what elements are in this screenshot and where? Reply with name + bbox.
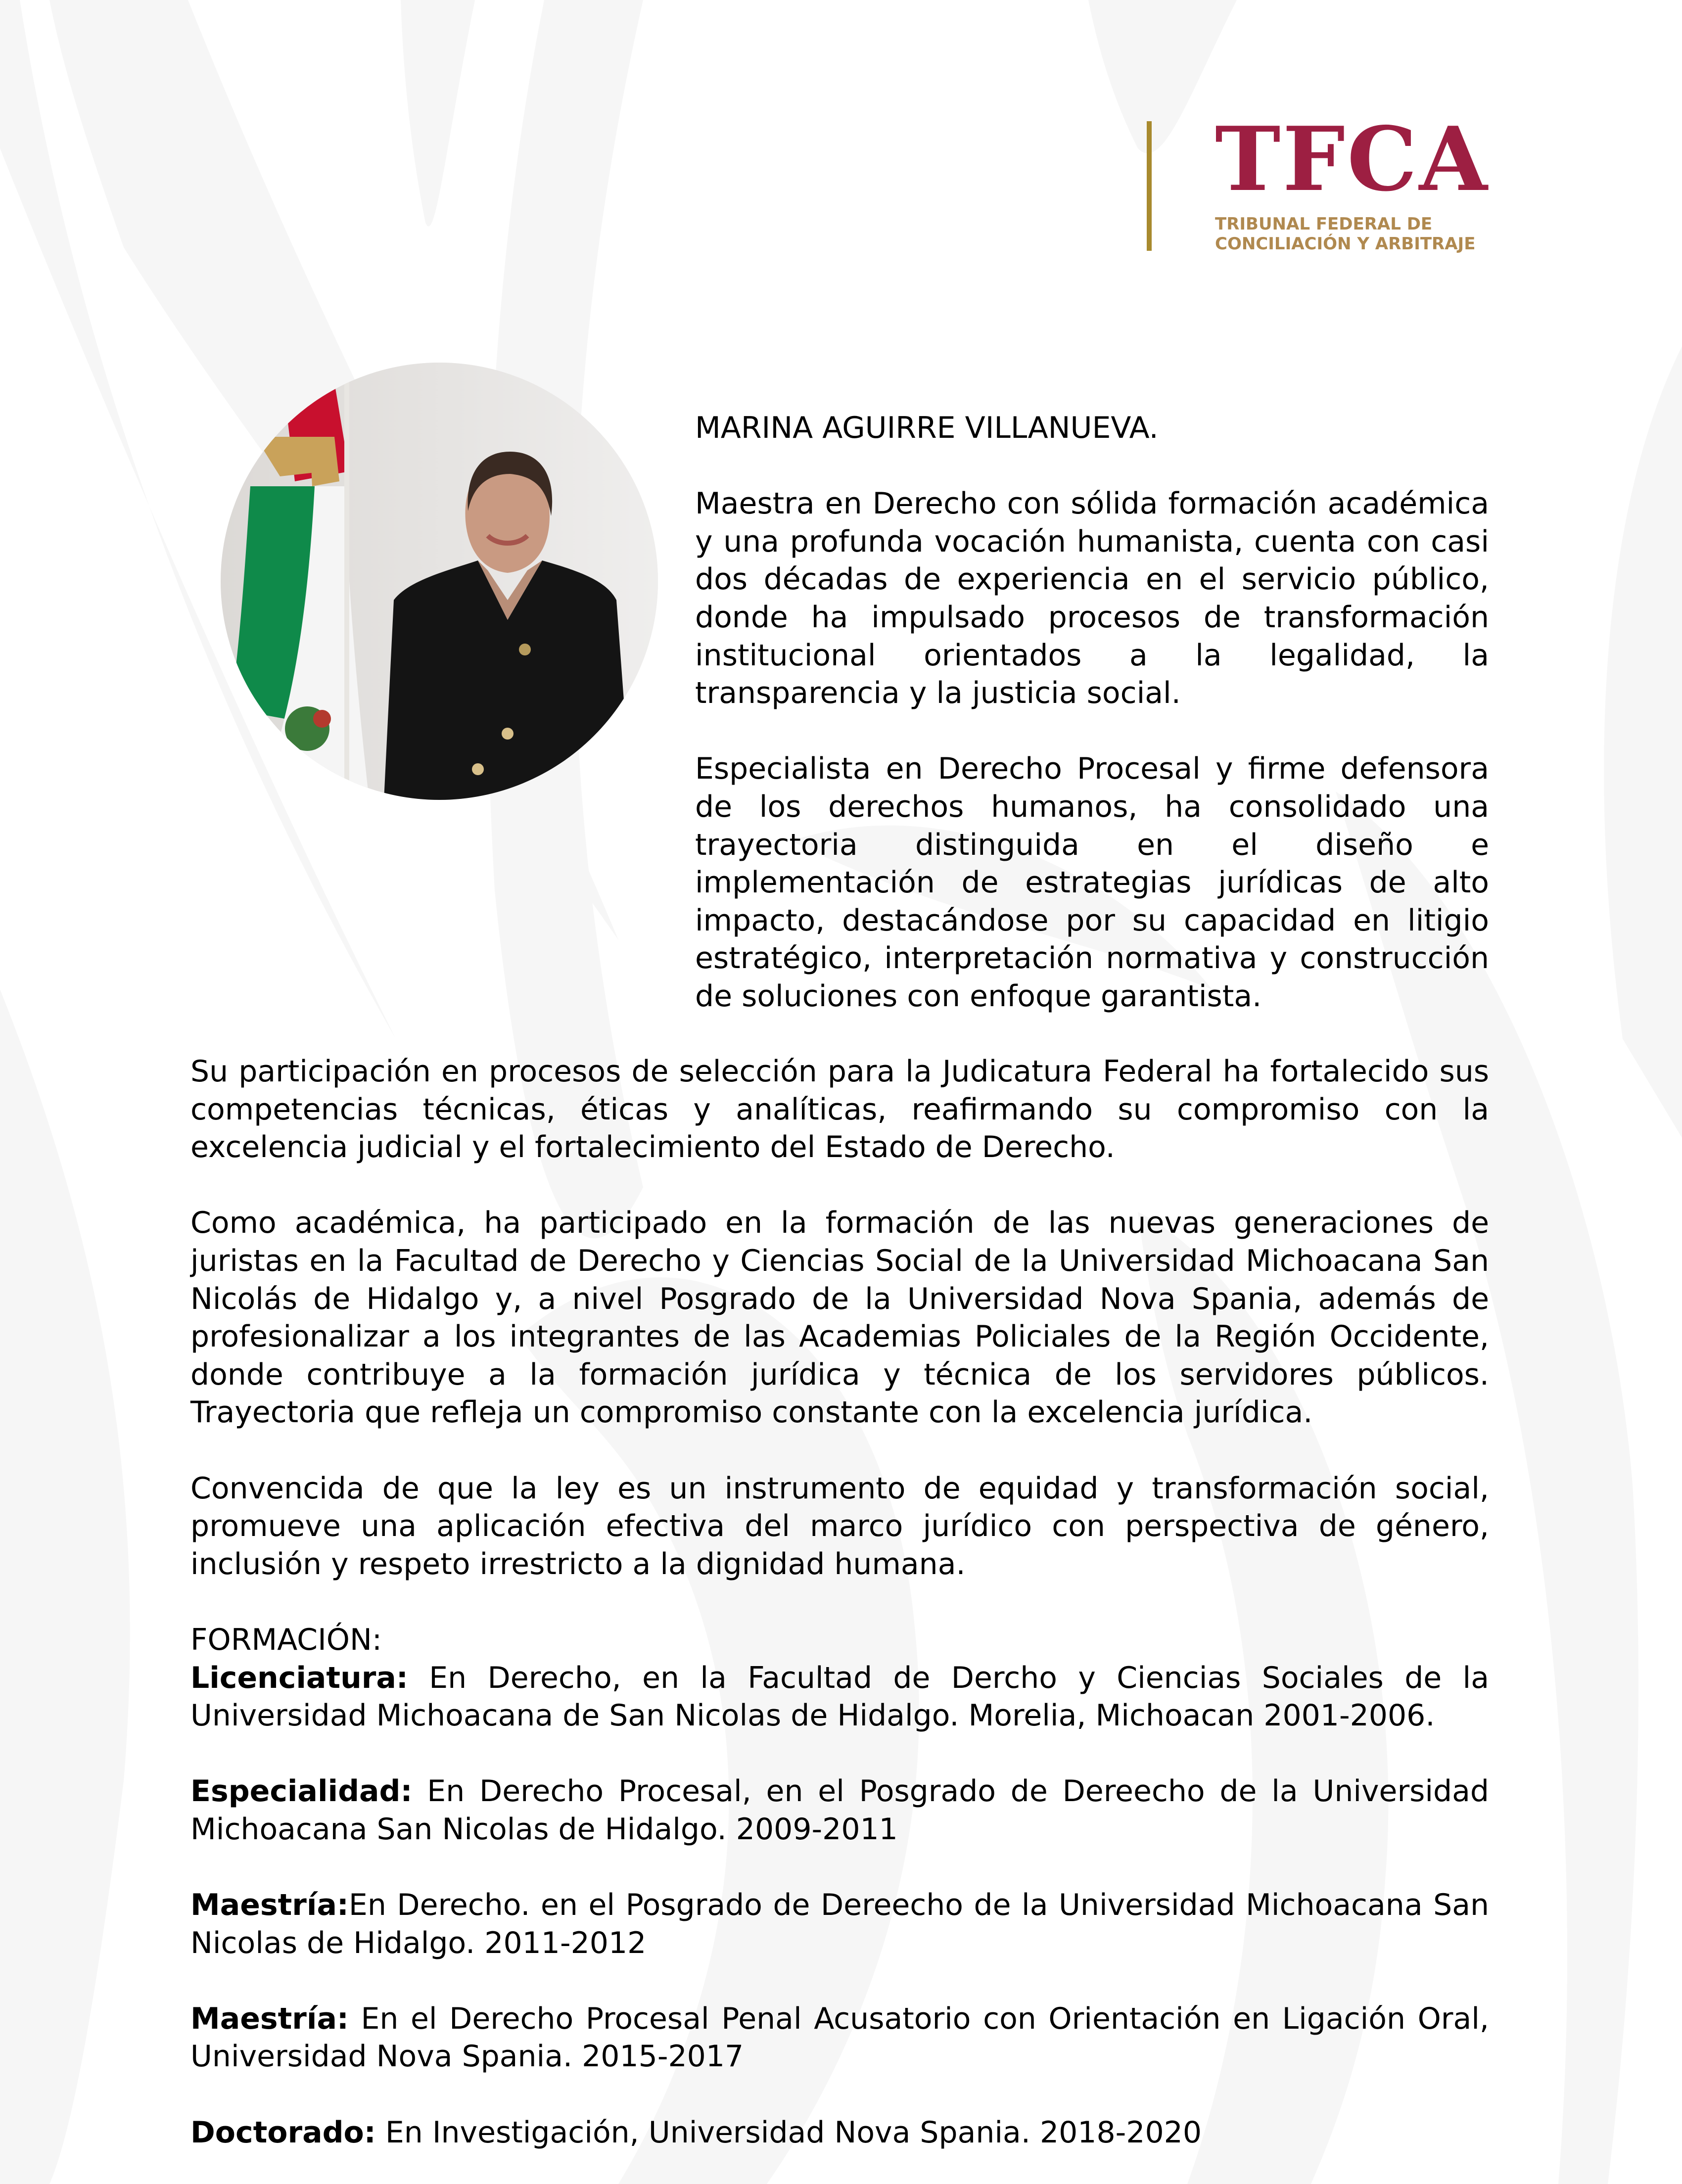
intro-column	[695, 409, 1489, 1016]
intro-paragraph: Especialista en Derecho Procesal y firme defensora de los derechos humanos, ha consolidado una trayectoria distinguida en el diseño e implementación de estrategias jurídicas de alto impacto, destacándose por su capacidad en litigio estratégico, interpretación normativa y construcción de soluciones con enfoque garantista.	[695, 751, 1489, 1014]
bg-swoosh	[401, 0, 475, 227]
formacion-label: Licenciatura:	[190, 1660, 408, 1695]
body-paragraph: Su participación en procesos de selección para la Judicatura Federal ha fortalecido sus competencias técnicas, éticas y analíticas, reafirmando su compromiso con la excelencia judicial y el fortalecimiento del Estado de Derecho.	[190, 1054, 1489, 1165]
logo-subtitle-line-1: TRIBUNAL FEDERAL DE	[1215, 214, 1433, 234]
bg-swoosh	[0, 989, 130, 2184]
formacion-text: En Derecho Procesal, en el Posgrado de Dereecho de la Universidad Michoacana San Nicolas de Hidalgo. 2009-2011	[190, 1774, 1489, 1847]
tfca-logo	[1147, 107, 1533, 255]
formacion-item	[190, 1659, 1489, 1735]
formacion-item	[190, 2000, 1489, 2076]
intro-paragraph: Maestra en Derecho con sólida formación académica y una profunda vocación humanista, cuenta con casi dos décadas de experiencia en el servicio público, donde ha impulsado procesos de transformación institucional orientados a la legalidad, la transparencia y la justicia social.	[695, 486, 1489, 711]
body-paragraph: Como académica, ha participado en la formación de las nuevas generaciones de juristas en la Facultad de Derecho y Ciencias Social de la Universidad Michoacana San Nicolás de Hidalgo y, a nivel Posgrado de la Universidad Nova Spania, además de profesionalizar a los integrantes de las Academias Policiales de la Región Occidente, donde contribuye a la formación jurídica y técnica de los servidores públicos. Trayectoria que refleja un compromiso constante con la excelencia jurídica.	[190, 1206, 1489, 1430]
formacion-label: Maestría:	[190, 2001, 349, 2036]
formacion-item	[190, 1772, 1489, 1848]
formacion-text: En Investigación, Universidad Nova Spania. 2018-2020	[375, 2115, 1202, 2150]
body-column	[190, 1053, 1489, 2151]
formacion-label: Doctorado:	[190, 2115, 376, 2150]
logo-divider	[1147, 121, 1152, 251]
formacion-heading: FORMACIÓN:	[190, 1622, 382, 1657]
formacion-label: Especialidad:	[190, 1774, 413, 1809]
logo-acronym: TFCA	[1215, 107, 1490, 211]
formacion-text: En Derecho, en la Facultad de Dercho y Ciencias Sociales de la Universidad Michoacana de San Nicolas de Hidalgo. Morelia, Michoacan 2001-2006.	[190, 1660, 1489, 1733]
bg-swoosh	[1604, 346, 1682, 1138]
formacion-label: Maestría:	[190, 1888, 349, 1923]
formacion-text: En Derecho. en el Posgrado de Dereecho de la Universidad Michoacana San Nicolas de Hidalgo. 2011-2012	[190, 1888, 1489, 1960]
profile-photo	[221, 363, 658, 800]
formacion-text: En el Derecho Procesal Penal Acusatorio con Orientación en Ligación Oral, Universidad Nova Spania. 2015-2017	[190, 2001, 1489, 2074]
person-name: MARINA AGUIRRE VILLANUEVA.	[695, 411, 1159, 445]
body-paragraph: Convencida de que la ley es un instrumento de equidad y transformación social, promueve una aplicación efectiva del marco jurídico con perspectiva de género, inclusión y respeto irrestricto a la dignidad humana.	[190, 1471, 1489, 1581]
logo-subtitle-line-2: CONCILIACIÓN Y ARBITRAJE	[1215, 234, 1476, 254]
formacion-item	[190, 2114, 1489, 2152]
logo-subtitle	[1215, 214, 1475, 254]
formacion-item	[190, 1886, 1489, 1962]
